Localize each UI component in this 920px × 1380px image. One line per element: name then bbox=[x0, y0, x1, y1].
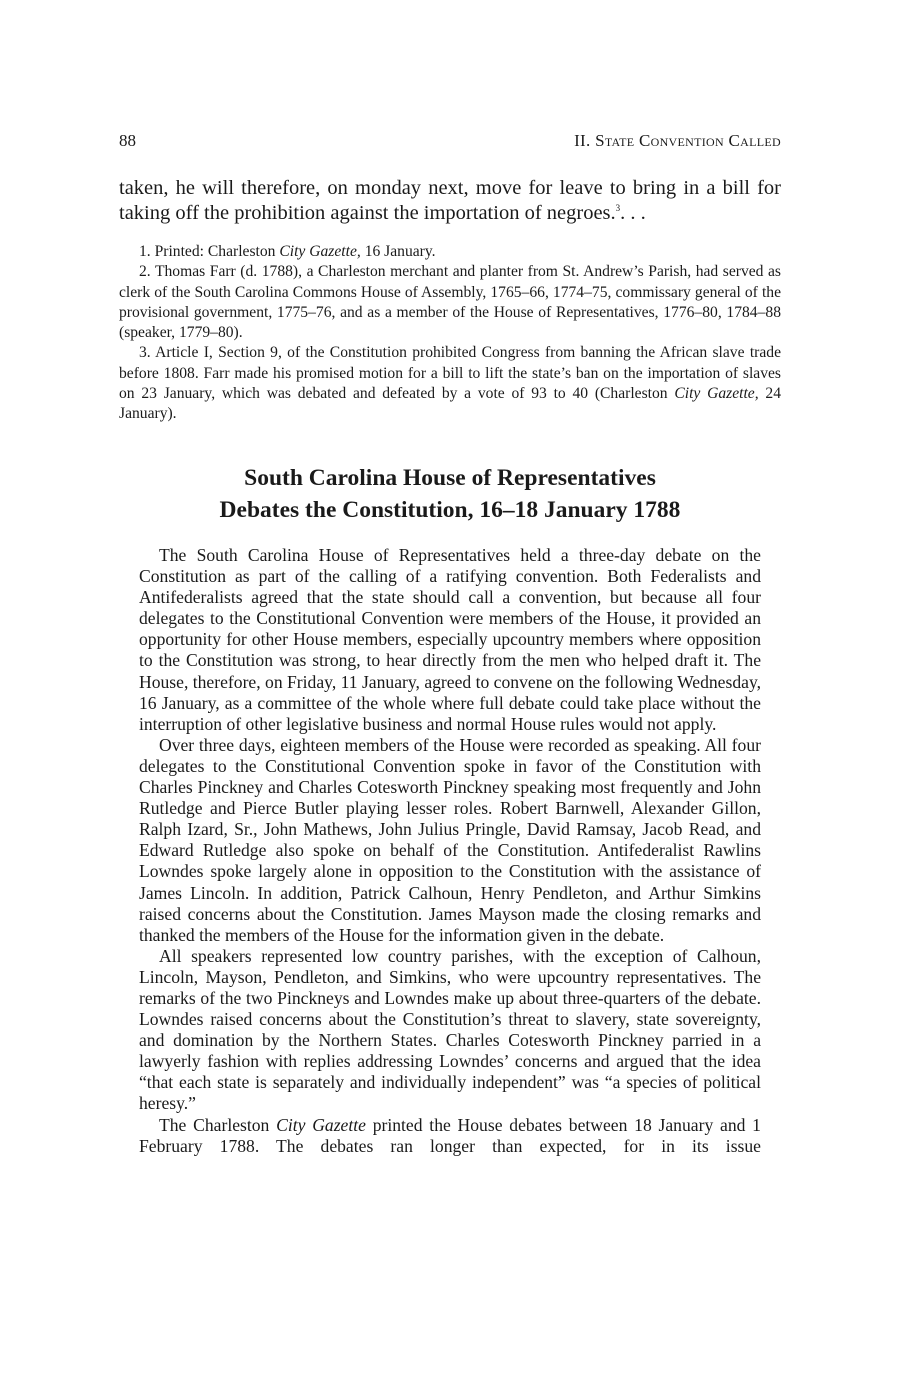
footnotes bbox=[119, 242, 781, 425]
newspaper-title: City Gazette bbox=[276, 1114, 366, 1135]
running-head bbox=[119, 128, 781, 154]
footnote-number: 1. bbox=[139, 243, 151, 260]
footnote-text: 16 January. bbox=[364, 243, 436, 260]
ellipsis: . . . bbox=[620, 202, 646, 224]
footnote-text: Thomas Farr (d. 1788), a Charleston merchant and planter from St. Andrew’s Parish, had served as clerk of the South Carolina Commons House of Assembly, 1765–66, 1774–75, commissary general of the provisional government, 1775–76, and as a member of the House of Representatives, 1776–80, 1784–88 (speaker, 1779–80). bbox=[119, 263, 782, 342]
footnote-italic: City Gazette, bbox=[279, 243, 361, 260]
carryover-sentence: taken, he will therefore, on monday next, move for leave to bring in a bill for taking off the prohibition against the importation of negroes. bbox=[119, 177, 781, 224]
page-number: 88 bbox=[119, 131, 136, 150]
footnote-number: 2. bbox=[139, 263, 151, 281]
footnote-text: Article I, Section 9, of the Constitution prohibited Congress from banning the African slave trade before 1808. Farr made his promised motion for a bill to lift the state’s ban on the importation of slaves on 23 January, which was debated and defeated by a vote of 93 to 40 (Charleston bbox=[119, 344, 781, 403]
footnote-2 bbox=[119, 262, 781, 343]
footnote-3 bbox=[119, 343, 781, 424]
running-title: II. State Convention Called bbox=[574, 131, 781, 150]
article-body bbox=[139, 545, 761, 1157]
body-paragraph-1: The South Carolina House of Representatives held a three-day debate on the Constitution as part of the calling of a ratifying convention. Both Federalists and Antifederalists agreed that the state should call a convention, but because all four delegates to the Constitutional Convention were members of the House, it provided an opportunity for other House members, especially upcountry members where opposition to the Constitution was strong, to hear directly from the men who helped draft it. The House, therefore, on Friday, 11 January, agreed to convene on the following Wednesday, 16 January, as a committee of the whole where full debate could take place without the interruption of other legislative business and normal House rules would not apply. bbox=[139, 545, 761, 734]
footnote-reference: 3 bbox=[615, 203, 621, 214]
body-paragraph-3: All speakers represented low country parishes, with the exception of Calhoun, Lincoln, Mayson, Pendleton, and Simkins, who were upcountry representatives. The remarks of the two Pinckneys and Lowndes make up about three-quarters of the debate. Lowndes raised concerns about the Constitution’s threat to slavery, state sovereignty, and domination by the Northern States. Charles Cotesworth Pinckney parried in a lawyerly fashion with replies addressing Lowndes’ concerns and argued that the idea “that each state is separately and individually independent” was “a species of political heresy.” bbox=[139, 945, 761, 1114]
footnote-text: 24 January). bbox=[119, 385, 781, 423]
article-title bbox=[119, 462, 781, 526]
body-paragraph-4 bbox=[139, 1115, 761, 1157]
carryover-text bbox=[119, 176, 781, 226]
footnote-italic: City Gazette, bbox=[674, 385, 759, 403]
article-title-line-1: South Carolina House of Representatives bbox=[244, 465, 656, 491]
footnote-text: Printed: Charleston bbox=[154, 243, 276, 260]
footnote-number: 3. bbox=[139, 344, 151, 362]
body-paragraph-2: Over three days, eighteen members of the House were recorded as speaking. All four delegates to the Constitutional Convention spoke in favor of the Constitution with Charles Pinckney and Charles Cotesworth Pinckney speaking most frequently and John Rutledge and Pierce Butler playing lesser roles. Robert Barnwell, Alexander Gillon, Ralph Izard, Sr., John Mathews, John Julius Pringle, David Ramsay, Jacob Read, and Edward Rutledge also spoke on behalf of the Constitution. Antifederalist Rawlins Lowndes spoke largely alone in opposition to the Constitution with the assistance of James Lincoln. In addition, Patrick Calhoun, Henry Pendleton, and Arthur Simkins raised concerns about the Constitution. James Mayson made the closing remarks and thanked the members of the House for the information given in the debate. bbox=[139, 734, 761, 945]
paragraph-text: printed the House debates between 18 January and 1 February 1788. The debates ran longer than expected, for in its issue bbox=[139, 1114, 761, 1156]
paragraph-text: The Charleston bbox=[159, 1114, 270, 1135]
footnote-1 bbox=[119, 242, 781, 262]
article-title-line-2: Debates the Constitution, 16–18 January 1788 bbox=[219, 497, 681, 523]
